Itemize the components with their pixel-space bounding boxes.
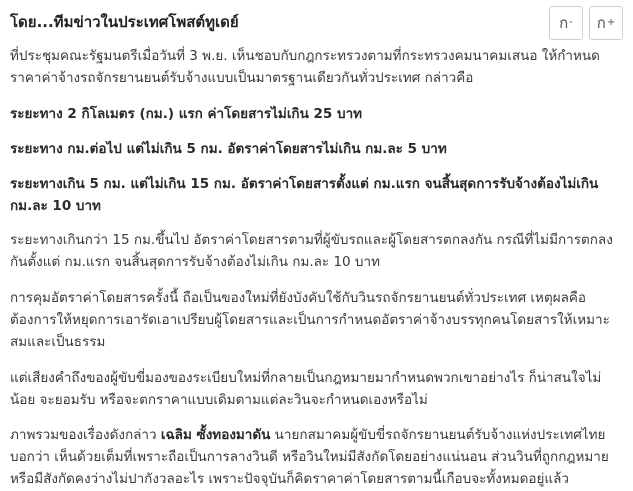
paragraph-rate-2: ระยะทาง กม.ต่อไป แต่ไม่เกิน 5 กม. อัตราค่าโดยสารไม่เกิน กม.ละ 5 บาท <box>10 140 447 157</box>
decrease-font-label: ก <box>559 13 569 32</box>
increase-font-size-button[interactable] <box>589 6 623 40</box>
paragraph-rate-3: ระยะทางเกิน 5 กม. แต่ไม่เกิน 15 กม. อัตราค่าโดยสารตั้งแต่ กม.แรก จนสิ้นสุดการรับจ้างต้องไม่เกิน กม.ละ 10 บาท <box>10 175 599 214</box>
decrease-font-sup: - <box>569 17 573 28</box>
font-size-controls <box>549 6 623 40</box>
paragraph-rate-4: ระยะทางเกินกว่า 15 กม.ขึ้นไป อัตราค่าโดยสารตามที่ผู้ขับรถและผู้โดยสารตกลงกัน กรณีที่ไม่มีการตกลงกันตั้งแต่ กม.แรก จนสิ้นสุดการรับจ้างต้องไม่เกิน กม.ละ 10 บาท <box>10 232 613 271</box>
paragraph-intro: ที่ประชุมคณะรัฐมนตรีเมื่อวันที่ 3 พ.ย. เห็นชอบกับกฎกระทรวงตามที่กระทรวงคมนาคมเสนอ ให้กำหนดราคาค่าจ้างรถจักรยานยนต์รับจ้างแบบเป็นมาตรฐานเดียวกันทั่วประเทศ กล่าวคือ <box>10 48 600 87</box>
byline-headline: โดย...ทีมข่าวในประเทศโพสต์ทูเดย์ <box>10 13 239 31</box>
paragraph-reaction: แต่เสียงคำถึงของผู้ขับขี่มองของระเบียบใหม่ที่กลายเป็นกฎหมายมากำหนดพวกเขาอย่างไร ก็น่าสนใจไม่น้อย จะยอมรับ หรือจะตกราคาแบบเดิมตามแต่ละวินจะกำหนดเองหรือไม่ <box>10 369 602 408</box>
summary-suffix: นายกสมาคมผู้ขับขี่รถจักรยานยนต์รับจ้างแห่งประเทศไทย บอกว่า เห็นด้วยเต็มที่เพราะถือเป็นการลางวินดี หรือวินใหม่มีสังกัดโดยอย่างแน่นอน ส่วนวินที่ถูกกฎหมายหรือมีสังกัดคงว่างไม่ปากังวลอะไร เพราะปัจจุบันก็คิดราคาค่าโดยสารตามนี้เกือบจะทั้งหมดอยู่แล้ว <box>10 427 609 488</box>
summary-source-name: เฉลิม ซั้งทองมาดัน <box>160 427 271 444</box>
paragraph-control: การคุมอัตราค่าโดยสารครั้งนี้ ถือเป็นของใหม่ที่ยังบังคับใช้กับวินรถจักรยานยนต์ทั่วประเทศ เหตุผลคือต้องการให้หยุดการเอารัดเอาเปรียบผู้โดยสารและเป็นการกำหนดอัตราค่าจ้างบรรทุกคนโดยสารให้เหมาะสมและเป็นธรรม <box>10 290 610 350</box>
summary-prefix: ภาพรวมของเรื่องดังกล่าว <box>10 427 161 444</box>
decrease-font-size-button[interactable] <box>549 6 583 40</box>
increase-font-label: ก <box>596 13 606 32</box>
increase-font-sup: + <box>606 17 616 28</box>
article-body <box>10 46 622 491</box>
paragraph-summary <box>10 425 622 491</box>
paragraph-rate-1: ระยะทาง 2 กิโลเมตร (กม.) แรก ค่าโดยสารไม่เกิน 25 บาท <box>10 105 363 122</box>
